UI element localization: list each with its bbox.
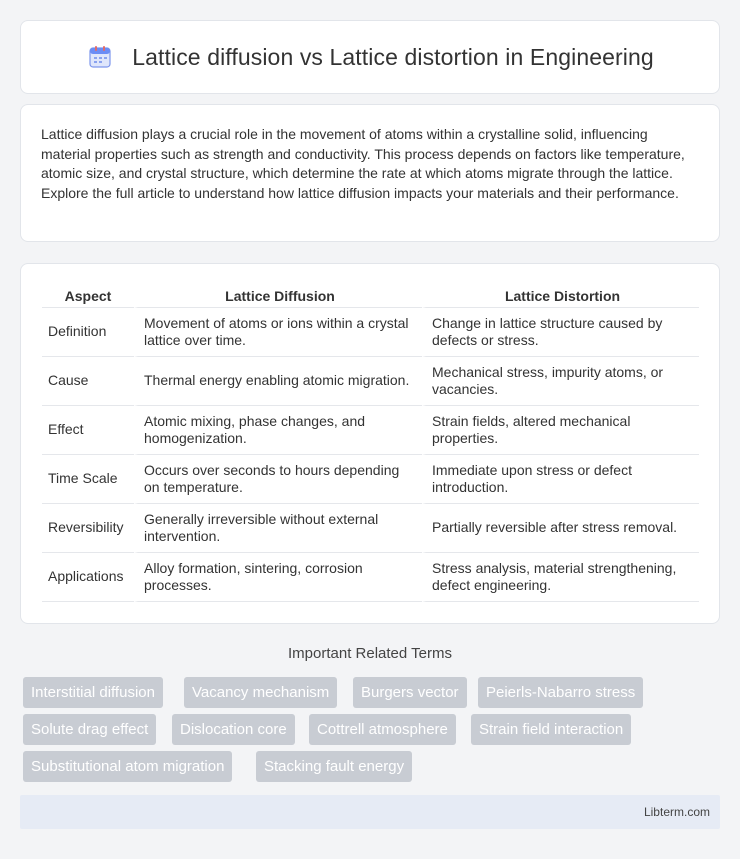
row-distortion: Immediate upon stress or defect introduction. bbox=[422, 455, 699, 504]
related-term-tag[interactable]: Peierls-Nabarro stress bbox=[478, 677, 643, 708]
related-term-tag[interactable]: Vacancy mechanism bbox=[184, 677, 337, 708]
row-diffusion: Movement of atoms or ions within a crystal lattice over time. bbox=[134, 308, 422, 357]
related-term-tag[interactable]: Solute drag effect bbox=[23, 714, 156, 745]
row-aspect: Time Scale bbox=[42, 455, 134, 504]
table-header-row bbox=[42, 284, 699, 308]
row-diffusion: Thermal energy enabling atomic migration. bbox=[134, 357, 422, 406]
row-aspect: Reversibility bbox=[42, 504, 134, 553]
related-term-tag[interactable]: Stacking fault energy bbox=[256, 751, 412, 782]
table-row bbox=[42, 455, 699, 504]
table-row bbox=[42, 504, 699, 553]
row-aspect: Applications bbox=[42, 553, 134, 602]
header-lattice-distortion: Lattice Distortion bbox=[422, 284, 699, 308]
row-diffusion: Generally irreversible without external intervention. bbox=[134, 504, 422, 553]
comparison-card bbox=[20, 263, 720, 624]
header-aspect: Aspect bbox=[42, 284, 134, 308]
row-distortion: Strain fields, altered mechanical properties. bbox=[422, 406, 699, 455]
related-term-tag[interactable]: Substitutional atom migration bbox=[23, 751, 232, 782]
intro-text: Lattice diffusion plays a crucial role in the movement of atoms within a crystalline solid, influencing material properties such as strength and conductivity. This process depends on factors like temperature, atomic size, and crystal structure, which determine the rate at which atoms migrate through the lattice. Explore the full article to understand how lattice diffusion impacts your materials and their performance. bbox=[41, 126, 685, 201]
row-aspect: Effect bbox=[42, 406, 134, 455]
title-wrap bbox=[86, 43, 654, 71]
related-term-tag[interactable]: Cottrell atmosphere bbox=[309, 714, 456, 745]
row-distortion: Mechanical stress, impurity atoms, or vacancies. bbox=[422, 357, 699, 406]
header-card bbox=[20, 20, 720, 94]
footer bbox=[20, 795, 720, 829]
table-row bbox=[42, 357, 699, 406]
table-row bbox=[42, 406, 699, 455]
row-distortion: Partially reversible after stress removal. bbox=[422, 504, 699, 553]
related-term-tag[interactable]: Burgers vector bbox=[353, 677, 467, 708]
intro-card bbox=[20, 104, 720, 242]
header-lattice-diffusion: Lattice Diffusion bbox=[134, 284, 422, 308]
row-aspect: Cause bbox=[42, 357, 134, 406]
table-row bbox=[42, 308, 699, 357]
page-title: Lattice diffusion vs Lattice distortion in Engineering bbox=[132, 43, 654, 70]
row-distortion: Stress analysis, material strengthening, defect engineering. bbox=[422, 553, 699, 602]
row-diffusion: Alloy formation, sintering, corrosion processes. bbox=[134, 553, 422, 602]
footer-site-name[interactable]: Libterm.com bbox=[643, 805, 710, 819]
row-diffusion: Occurs over seconds to hours depending on temperature. bbox=[134, 455, 422, 504]
related-term-tag[interactable]: Strain field interaction bbox=[471, 714, 631, 745]
related-term-tag[interactable]: Dislocation core bbox=[172, 714, 295, 745]
related-terms-title: Important Related Terms bbox=[288, 645, 452, 662]
calendar-icon bbox=[86, 43, 114, 71]
table-row bbox=[42, 553, 699, 602]
row-diffusion: Atomic mixing, phase changes, and homogenization. bbox=[134, 406, 422, 455]
row-aspect: Definition bbox=[42, 308, 134, 357]
related-term-tag[interactable]: Interstitial diffusion bbox=[23, 677, 163, 708]
comparison-table bbox=[42, 284, 699, 602]
row-distortion: Change in lattice structure caused by defects or stress. bbox=[422, 308, 699, 357]
